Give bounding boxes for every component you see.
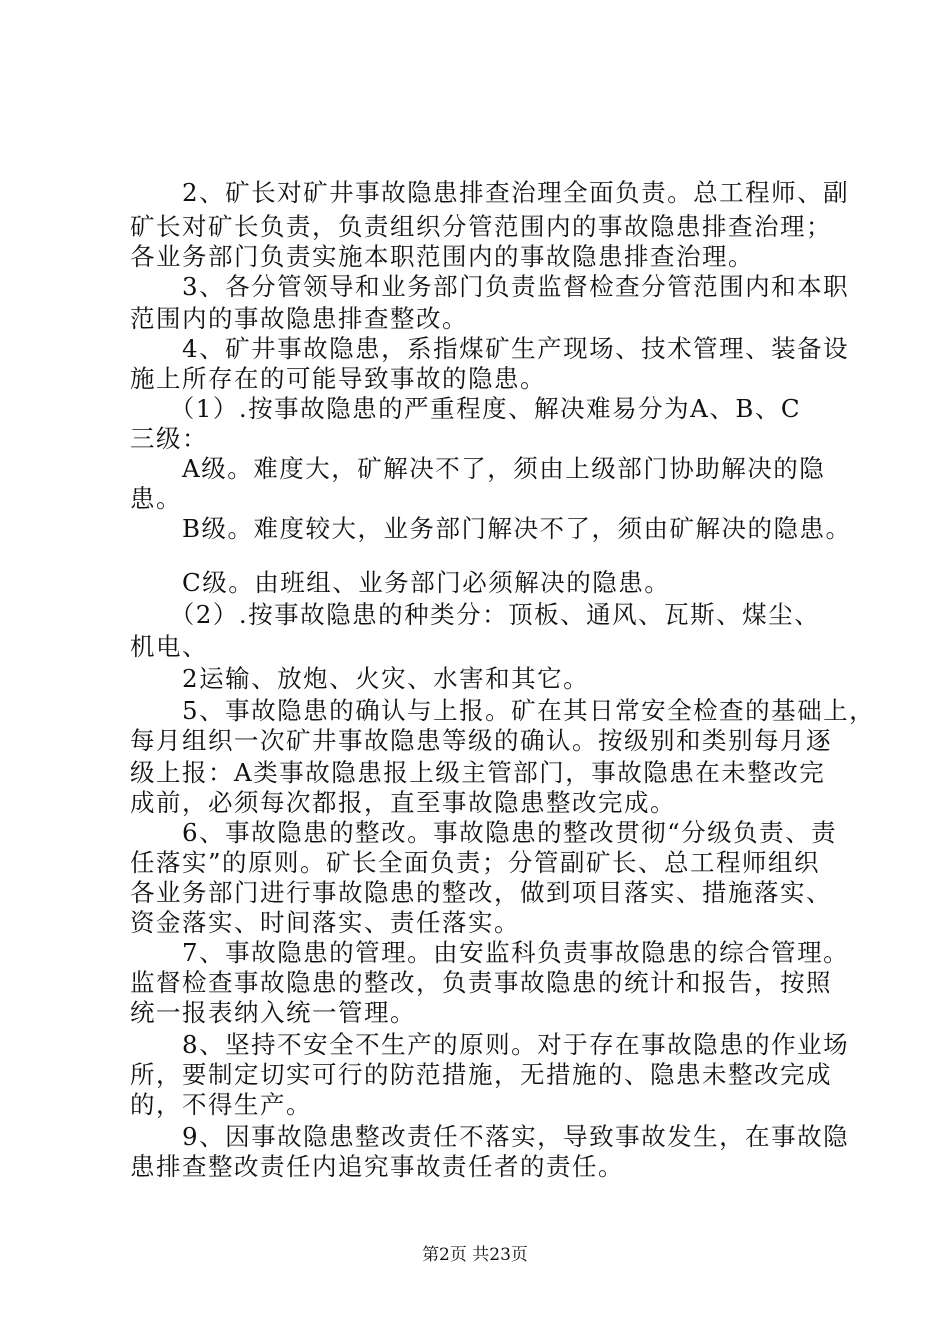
paragraph-line: 任落实”的原则。矿长全面负责；分管副矿长、总工程师组织 (130, 848, 821, 877)
paragraph-line: 各业务部门负责实施本职范围内的事故隐患排查治理。 (130, 242, 754, 271)
paragraph-line: 监督检查事故隐患的整改，负责事故隐患的统计和报告，按照 (130, 968, 832, 997)
paragraph-line: 统一报表纳入统一管理。 (130, 998, 416, 1027)
page-footer: 第2页 共23页 (422, 1245, 528, 1265)
paragraph-line: 的，不得生产。 (130, 1090, 312, 1119)
paragraph-line: 施上所存在的可能导致事故的隐患。 (130, 364, 546, 393)
paragraph-line: 患排查整改责任内追究事故责任者的责任。 (130, 1152, 624, 1181)
paragraph-line: 2运输、放炮、火灾、水害和其它。 (130, 664, 590, 693)
paragraph-line: 6、事故隐患的整改。事故隐患的整改贯彻“分级负责、责 (130, 818, 838, 847)
paragraph-line: A级。难度大，矿解决不了，须由上级部门协助解决的隐 (130, 454, 826, 483)
paragraph-line: 每月组织一次矿井事故隐患等级的确认。按级别和类别每月逐 (130, 726, 832, 755)
paragraph-line: 3、各分管领导和业务部门负责监督检查分管范围内和本职 (130, 272, 850, 301)
paragraph-line: 2、矿长对矿井事故隐患排查治理全面负责。总工程师、副 (130, 178, 850, 207)
paragraph-line: 7、事故隐患的管理。由安监科负责事故隐患的综合管理。 (130, 938, 850, 967)
paragraph-line: 所，要制定切实可行的防范措施，无措施的、隐患未整改完成 (130, 1060, 832, 1089)
paragraph-line: 成前，必须每次都报，直至事故隐患整改完成。 (130, 788, 676, 817)
paragraph-line: 范围内的事故隐患排查整改。 (130, 304, 468, 333)
paragraph-line: 8、坚持不安全不生产的原则。对于存在事故隐患的作业场 (130, 1030, 850, 1059)
paragraph-line: （2）.按事故隐患的种类分：顶板、通风、瓦斯、煤尘、 (130, 600, 821, 629)
paragraph-line: 资金落实、时间落实、责任落实。 (130, 908, 520, 937)
paragraph-line: 矿长对矿长负责，负责组织分管范围内的事故隐患排查治理； (130, 212, 832, 241)
paragraph-line: 机电、 (130, 632, 208, 661)
paragraph-line: 5、事故隐患的确认与上报。矿在其日常安全检查的基础上， (130, 696, 876, 725)
paragraph-line: 9、因事故隐患整改责任不落实，导致事故发生，在事故隐 (130, 1122, 850, 1151)
paragraph-line: 患。 (130, 484, 182, 513)
paragraph-line: 4、矿井事故隐患，系指煤矿生产现场、技术管理、装备设 (130, 334, 850, 363)
paragraph-line: 各业务部门进行事故隐患的整改，做到项目落实、措施落实、 (130, 878, 832, 907)
paragraph-line: B级。难度较大，业务部门解决不了，须由矿解决的隐患。 (130, 514, 852, 543)
paragraph-line: 级上报：A类事故隐患报上级主管部门，事故隐患在未整改完 (130, 758, 826, 787)
paragraph-line: 三级： (130, 424, 208, 453)
paragraph-line: C级。由班组、业务部门必须解决的隐患。 (130, 568, 671, 597)
paragraph-line: （1）.按事故隐患的严重程度、解决难易分为A、B、C (130, 394, 802, 423)
